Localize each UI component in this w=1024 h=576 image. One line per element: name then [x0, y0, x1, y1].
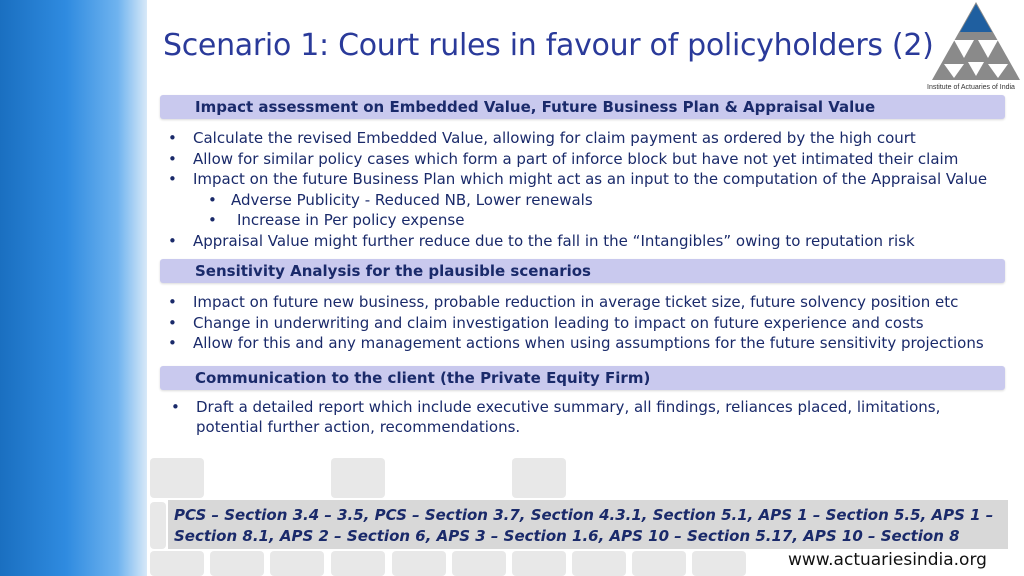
decor-tile [150, 502, 166, 549]
section-header-label: Communication to the client (the Private Equity Firm) [195, 369, 651, 387]
decor-tile [210, 551, 264, 576]
references-box [168, 500, 1008, 549]
section-communication-list [160, 397, 1010, 437]
decor-tile [512, 551, 566, 576]
references-text: PCS – Section 3.4 – 3.5, PCS – Section 3.7, Section 4.3.1, Section 5.1, APS 1 – Section 5.5, APS 1 – Section 8.1, APS 2 – Section 6, APS 3 – Section 1.6, APS 10 – Section 5.17, APS 10 – Section 8 [174, 506, 994, 545]
logo-caption: Institute of Actuaries of India [927, 84, 1015, 91]
institute-logo-icon [924, 0, 1024, 96]
list-item: • Impact on the future Business Plan which might act as an input to the computation of the Appraisal Value [168, 170, 988, 188]
section-sensitivity-list [160, 292, 1010, 354]
section-header-label: Sensitivity Analysis for the plausible scenarios [195, 262, 591, 280]
section-header-impact [160, 95, 1005, 119]
decor-tile [270, 551, 324, 576]
slide-canvas [147, 0, 1024, 576]
slide-title: Scenario 1: Court rules in favour of policyholders (2) [163, 28, 934, 63]
decor-tile [632, 551, 686, 576]
section-header-sensitivity [160, 259, 1005, 283]
list-item: • Allow for similar policy cases which form a part of inforce block but have not yet intimated their claim [168, 149, 959, 168]
decor-tile [572, 551, 626, 576]
list-item: • Allow for this and any management actions when using assumptions for the future sensitivity projections [168, 334, 984, 352]
section-header-label: Impact assessment on Embedded Value, Future Business Plan & Appraisal Value [195, 98, 876, 116]
decor-tile [692, 551, 746, 576]
sub-list-item: • Increase in Per policy expense [208, 211, 465, 229]
list-item: • Appraisal Value might further reduce due to the fall in the “Intangibles” owing to reputation risk [168, 231, 915, 250]
decor-tile [392, 551, 446, 576]
list-item: • Change in underwriting and claim investigation leading to impact on future experience and costs [168, 313, 924, 332]
website-url[interactable]: www.actuariesindia.org [788, 550, 987, 570]
decor-tile [150, 551, 204, 576]
decor-tile [331, 551, 385, 576]
decor-tile [150, 458, 204, 498]
list-item: • Impact on future new business, probable reduction in average ticket size, future solvency position etc [168, 293, 959, 311]
sub-list-item: • Adverse Publicity - Reduced NB, Lower renewals [208, 190, 593, 209]
decor-tile [452, 551, 506, 576]
section-header-communication [160, 366, 1005, 390]
list-item: • Draft a detailed report which include executive summary, all findings, reliances placed, limitations, potential further action, recommendations. [171, 398, 941, 436]
section-impact-list [160, 128, 1010, 251]
list-item: • Calculate the revised Embedded Value, allowing for claim payment as ordered by the high court [168, 129, 916, 147]
decor-tile [512, 458, 566, 498]
left-decor-bar [0, 0, 147, 576]
decor-tile [331, 458, 385, 498]
